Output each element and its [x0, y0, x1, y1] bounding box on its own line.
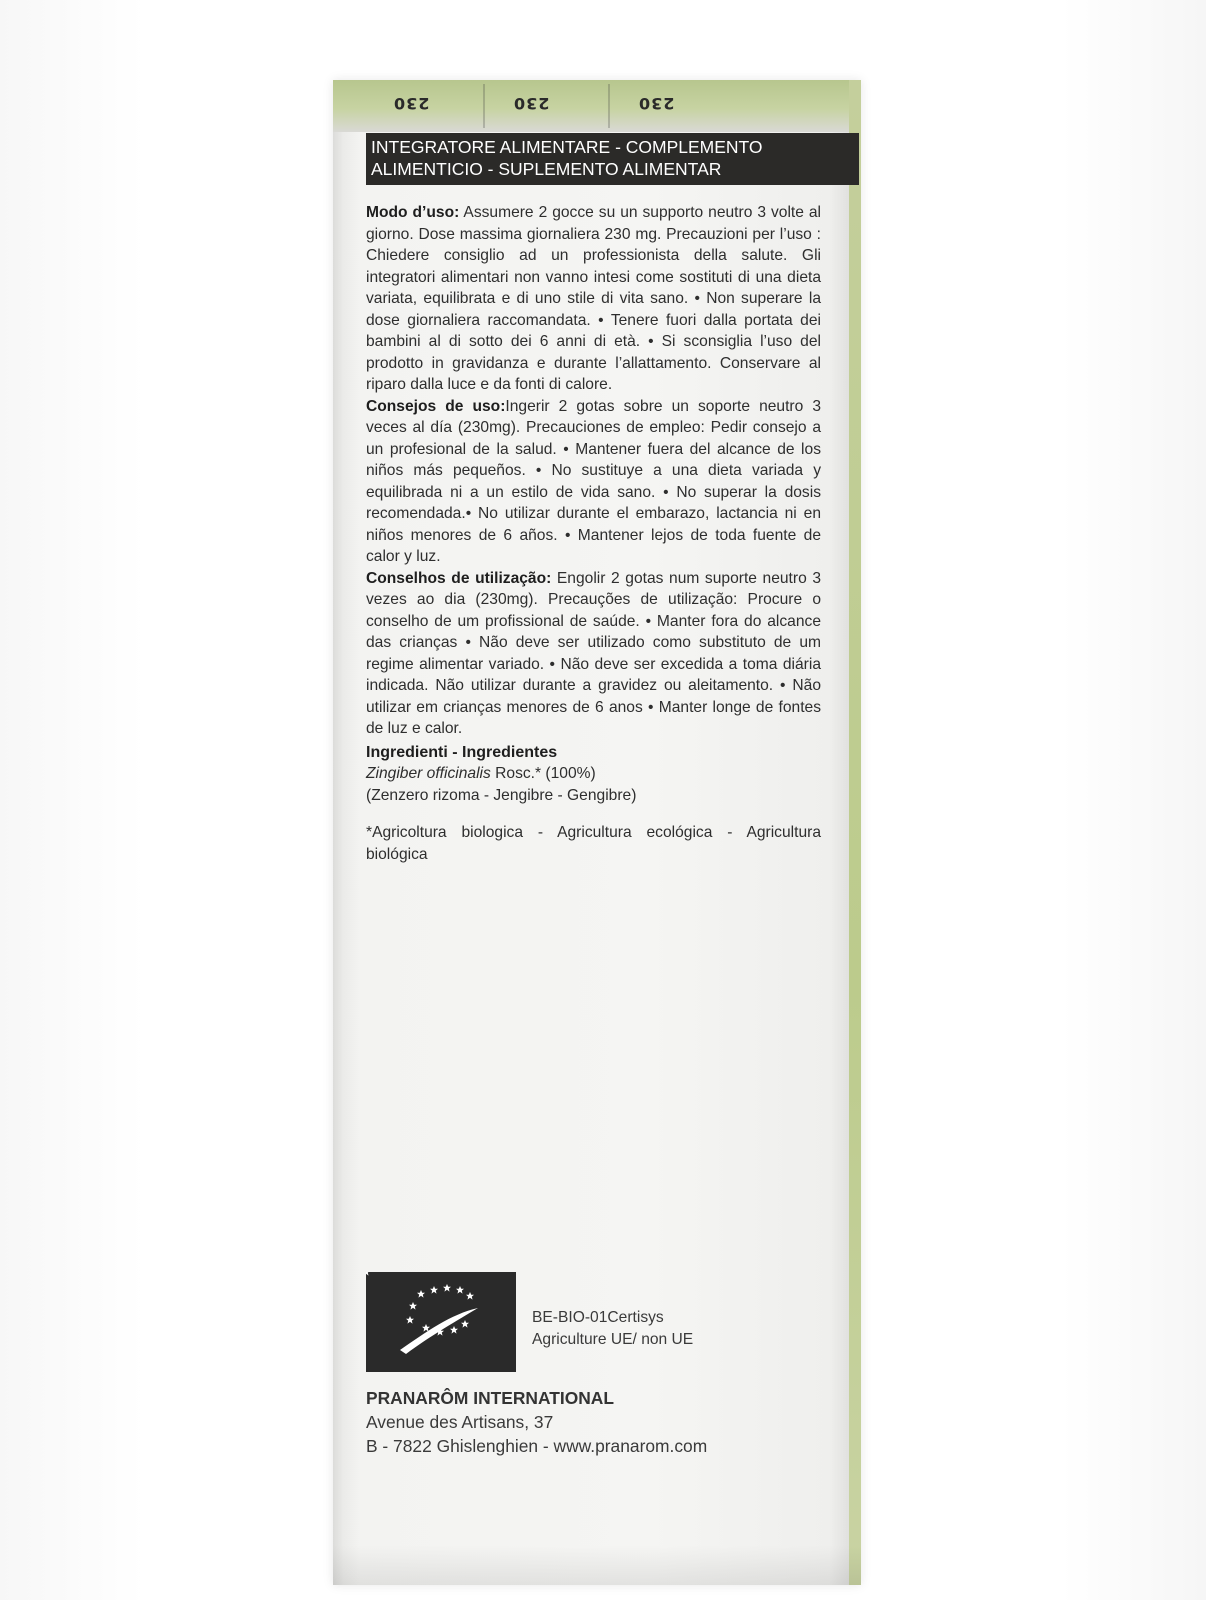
portuguese-heading: Conselhos de utilização: — [366, 569, 552, 587]
company-address — [366, 1386, 707, 1458]
label-text — [366, 202, 821, 865]
top-flap — [333, 80, 861, 132]
product-type-banner — [366, 133, 859, 185]
company-street: Avenue des Artisans, 37 — [366, 1412, 554, 1432]
certification-info — [532, 1307, 693, 1351]
organic-note: *Agricoltura biologica - Agricultura ecológica - Agricultura biológica — [366, 824, 821, 863]
spanish-directions — [366, 396, 821, 568]
italian-directions — [366, 202, 821, 396]
certification-origin: Agriculture UE/ non UE — [532, 1331, 694, 1348]
italian-text: Assumere 2 gocce su un supporto neutro 3 volte al giorno. Dose massima giornaliera 230 mg. Precauzioni per l’uso : Chiedere consiglio ad un professionista della salute. Gli integratori alimentari non vanno intesi come sostituti di una dieta variata, equilibrata e di uno stile di vita sano. • Non superare la dose giornaliera raccomandata. • Tenere fuori dalla portata dei bambini al di sotto dei 6 anni di età. • Si sconsiglia l’uso del prodotto in gravidanza e durante l’allattamento. Conservare al riparo dalla luce e da fonti di calore. — [366, 204, 822, 393]
flap-print-mid: 230 — [513, 94, 550, 113]
product-box-back — [333, 80, 861, 1585]
species-name: Zingiber officinalis — [366, 765, 491, 782]
flap-divider — [608, 84, 610, 128]
spanish-text: Ingerir 2 gotas sobre un soporte neutro 3 veces al día (230mg). Precauciones de empleo: Pedir consejo a un profesional de la salud. • Mantener fuera del alcance de los niños más pequeños. • No sustituye a una dieta variada y equilibrada ni a un estilo de vida sano. • No superar la dosis recomendada.• No utilizar durante el embarazo, lactancia ni en niños menores de 6 años. • Mantener lejos de toda fuente de calor y luz. — [366, 397, 821, 565]
ingredients-title: Ingredienti - Ingredientes — [366, 743, 558, 761]
italian-heading: Modo d’uso: — [366, 204, 460, 221]
ingredient-species — [366, 763, 821, 785]
banner-line-2: ALIMENTICIO - SUPLEMENTO ALIMENTAR — [371, 159, 722, 179]
ingredient-common-names: (Zenzero rizoma - Jengibre - Gengibre) — [366, 786, 637, 804]
flap-divider — [483, 84, 485, 128]
company-name: PRANARÔM INTERNATIONAL — [366, 1388, 614, 1408]
spanish-heading: Consejos de uso: — [366, 397, 506, 415]
portuguese-directions — [366, 568, 821, 740]
green-side-strip — [849, 80, 861, 1585]
species-rest: Rosc.* (100%) — [490, 765, 596, 782]
company-city-website: B - 7822 Ghislenghien - www.pranarom.com — [366, 1436, 708, 1456]
flap-print-left: 230 — [393, 94, 430, 113]
portuguese-text: Engolir 2 gotas num suporte neutro 3 vezes ao dia (230mg). Precauções de utilização: Procure o conselho de um profissional de saúde. • Manter fora do alcance das crianças • Não deve ser utilizado como substituto de um regime alimentar variado. • Não deve ser excedida a toma diária indicada. Não utilizar durante a gravidez ou aleitamento. • Não utilizar em crianças menores de 6 anos • Manter longe de fontes de luz e calor. — [366, 569, 821, 737]
flap-print-right: 230 — [638, 94, 675, 113]
certification-code: BE-BIO-01Certisys — [532, 1309, 664, 1326]
banner-line-1: INTEGRATORE ALIMENTARE - COMPLEMENTO — [371, 137, 763, 157]
eu-organic-leaf-logo — [366, 1272, 516, 1372]
bottom-shadow — [333, 1545, 861, 1585]
